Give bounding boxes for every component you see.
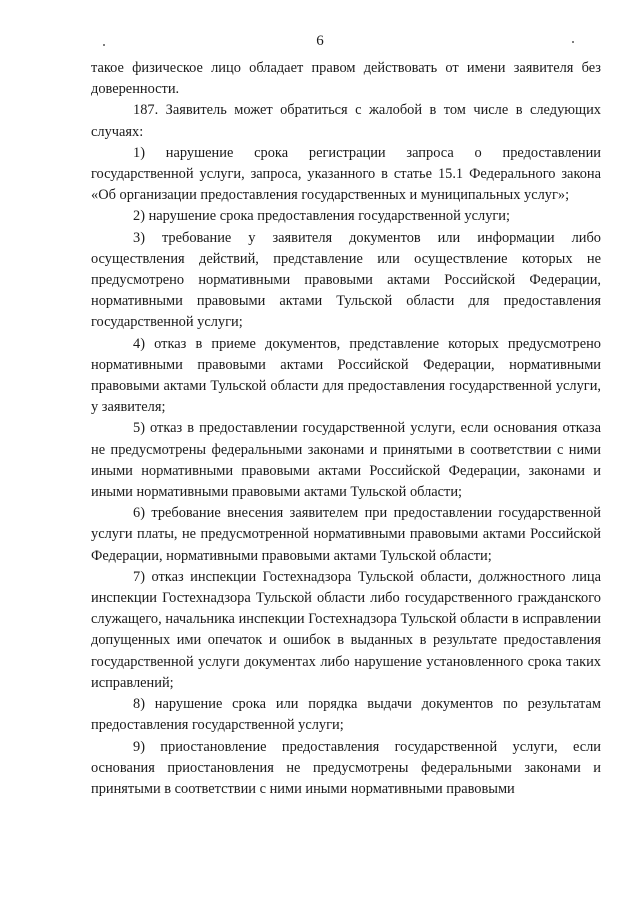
list-item: 8) нарушение срока или порядка выдачи документов по результатам предоставления государственной услуги; bbox=[91, 696, 601, 734]
list-item: 7) отказ инспекции Гостехнадзора Тульской области, должностного лица инспекции Гостехнадзора Тульской области либо государственного гражданского служащего, начальника инспекции Гостехнадзора Тульской области в исправлении допущенных ими опечаток и ошибок в выданных в результате предоставления государственной услуги документах либо нарушение установленного срока таких исправлений; bbox=[91, 568, 601, 691]
list-item: 3) требование у заявителя документов или информации либо осуществления действий, представление или осуществление которых не предусмотрено нормативными правовыми актами Российской Федерации, нормативными правовыми актами Тульской области для предоставления государственной услуги; bbox=[91, 229, 601, 331]
list-item: 6) требование внесения заявителем при предоставлении государственной услуги платы, не предусмотренной нормативными правовыми актами Российской Федерации, нормативными правовыми актами Тульской области; bbox=[91, 505, 601, 564]
list-item: 2) нарушение срока предоставления государственной услуги; bbox=[133, 208, 510, 225]
scan-speck bbox=[572, 41, 574, 43]
paragraph: такое физическое лицо обладает правом действовать от имени заявителя без доверенности. bbox=[91, 60, 601, 98]
page-number: 6 bbox=[316, 33, 324, 49]
list-item: 1) нарушение срока регистрации запроса о предоставлении государственной услуги, запроса, указанного в статье 15.1 Федерального закона «Об организации предоставления государственных и муниципальных услуг»; bbox=[91, 144, 601, 204]
list-item: 5) отказ в предоставлении государственной услуги, если основания отказа не предусмотрены федеральными законами и принятыми в соответствии с ними иными нормативными правовыми актами Российской Федерации, законами и иными нормативными правовыми актами Тульской области; bbox=[91, 420, 601, 501]
list-item: 9) приостановление предоставления государственной услуги, если основания приостановления не предусмотрены федеральными законами и принятыми в соответствии с ними иными нормативными правовыми bbox=[91, 738, 601, 797]
document-body bbox=[91, 58, 601, 800]
list-item: 4) отказ в приеме документов, представление которых предусмотрено нормативными правовыми актами Российской Федерации, нормативными правовыми актами Тульской области для предоставления государственной услуги, у заявителя; bbox=[91, 335, 601, 416]
scan-speck bbox=[103, 44, 105, 46]
paragraph: 187. Заявитель может обратиться с жалобой в том числе в следующих случаях: bbox=[91, 102, 601, 140]
